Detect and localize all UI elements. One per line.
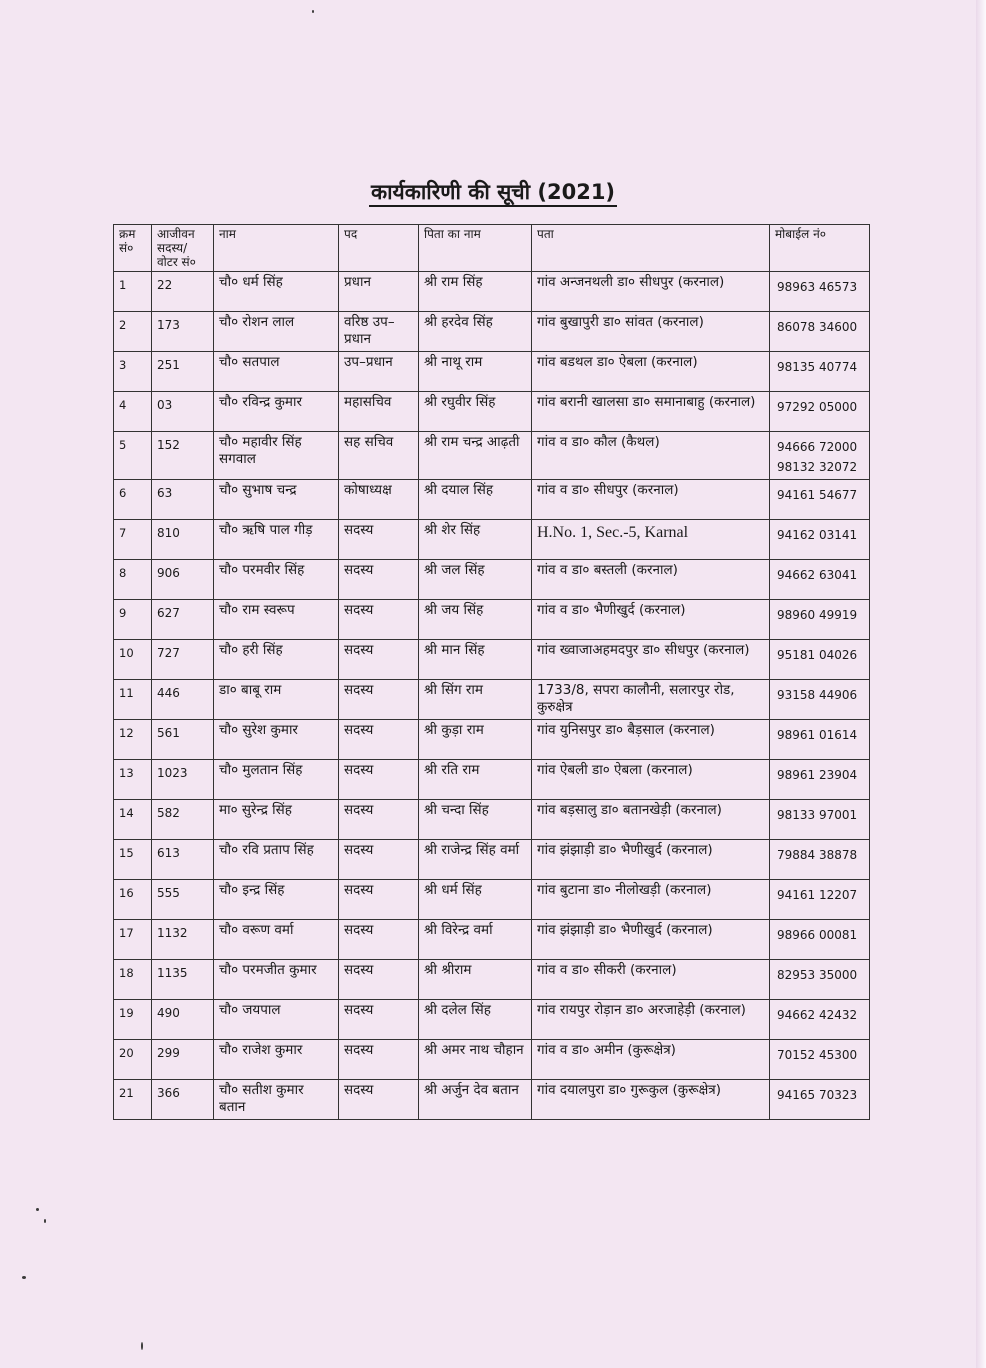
- cell-serial: 14: [114, 800, 152, 840]
- table-row: [114, 480, 870, 520]
- cell-member-no: 490: [152, 1000, 214, 1040]
- cell-father-name: श्री रघुवीर सिंह: [419, 392, 532, 432]
- cell-member-no: 22: [152, 272, 214, 312]
- cell-mobile: 93158 44906: [770, 680, 870, 720]
- cell-serial: 15: [114, 840, 152, 880]
- header-father-name: पिता का नाम: [419, 225, 532, 272]
- cell-member-no: 173: [152, 312, 214, 352]
- cell-address: गांव व डा० अमीन (कुरूक्षेत्र): [532, 1040, 770, 1080]
- cell-mobile: 98966 00081: [770, 920, 870, 960]
- header-post: पद: [339, 225, 419, 272]
- cell-name: चौ० महावीर सिंह सगवाल: [214, 432, 339, 480]
- cell-name: चौ० परमवीर सिंह: [214, 560, 339, 600]
- cell-address: गांव दयालपुरा डा० गुरूकुल (कुरूक्षेत्र): [532, 1080, 770, 1120]
- cell-post: सदस्य: [339, 720, 419, 760]
- cell-member-no: 299: [152, 1040, 214, 1080]
- cell-serial: 12: [114, 720, 152, 760]
- cell-post: महासचिव: [339, 392, 419, 432]
- cell-post: प्रधान: [339, 272, 419, 312]
- cell-address: गांव बुखापुरी डा० सांवत (करनाल): [532, 312, 770, 352]
- table-row: [114, 760, 870, 800]
- cell-address: H.No. 1, Sec.-5, Karnal: [532, 520, 770, 560]
- cell-post: सदस्य: [339, 1000, 419, 1040]
- cell-serial: 7: [114, 520, 152, 560]
- cell-name: चौ० सतीश कुमार बतान: [214, 1080, 339, 1120]
- cell-mobile: 94165 70323: [770, 1080, 870, 1120]
- cell-address: गांव बरानी खालसा डा० समानाबाहु (करनाल): [532, 392, 770, 432]
- cell-member-no: 152: [152, 432, 214, 480]
- cell-father-name: श्री जल सिंह: [419, 560, 532, 600]
- cell-name: चौ० सतपाल: [214, 352, 339, 392]
- cell-father-name: श्री श्रीराम: [419, 960, 532, 1000]
- cell-name: चौ० इन्द्र सिंह: [214, 880, 339, 920]
- cell-post: सदस्य: [339, 880, 419, 920]
- cell-address: गांव व डा० कौल (कैथल): [532, 432, 770, 480]
- cell-address: गांव ख्वाजाअहमदपुर डा० सीधपुर (करनाल): [532, 640, 770, 680]
- table-row: [114, 1080, 870, 1120]
- cell-name: चौ० जयपाल: [214, 1000, 339, 1040]
- table-row: [114, 432, 870, 480]
- cell-post: सदस्य: [339, 680, 419, 720]
- cell-serial: 8: [114, 560, 152, 600]
- cell-father-name: श्री राम चन्द्र आढ़ती: [419, 432, 532, 480]
- cell-post: सदस्य: [339, 640, 419, 680]
- table-row: [114, 1040, 870, 1080]
- cell-mobile: 82953 35000: [770, 960, 870, 1000]
- cell-name: चौ० ऋषि पाल गीड़: [214, 520, 339, 560]
- cell-father-name: श्री दलेल सिंह: [419, 1000, 532, 1040]
- cell-serial: 20: [114, 1040, 152, 1080]
- cell-mobile: 98960 49919: [770, 600, 870, 640]
- cell-serial: 18: [114, 960, 152, 1000]
- cell-mobile: 94162 03141: [770, 520, 870, 560]
- cell-mobile: 94161 54677: [770, 480, 870, 520]
- cell-member-no: 446: [152, 680, 214, 720]
- cell-mobile: 94662 42432: [770, 1000, 870, 1040]
- cell-post: सदस्य: [339, 920, 419, 960]
- cell-address: 1733/8, सपरा कालौनी, सलारपुर रोड, कुरुक्षेत्र: [532, 680, 770, 720]
- cell-member-no: 251: [152, 352, 214, 392]
- cell-member-no: 555: [152, 880, 214, 920]
- scan-speck: [44, 1219, 46, 1223]
- cell-serial: 10: [114, 640, 152, 680]
- cell-serial: 5: [114, 432, 152, 480]
- table-row: [114, 680, 870, 720]
- cell-serial: 3: [114, 352, 152, 392]
- page-title: कार्यकारिणी की सूची (2021): [0, 178, 986, 206]
- cell-serial: 16: [114, 880, 152, 920]
- cell-mobile: 94161 12207: [770, 880, 870, 920]
- cell-father-name: श्री चन्दा सिंह: [419, 800, 532, 840]
- cell-father-name: श्री रति राम: [419, 760, 532, 800]
- cell-mobile: 79884 38878: [770, 840, 870, 880]
- cell-father-name: श्री कुड़ा राम: [419, 720, 532, 760]
- cell-member-no: 63: [152, 480, 214, 520]
- header-serial: क्रम सं०: [114, 225, 152, 272]
- cell-address: गांव व डा० भैणीखुर्द (करनाल): [532, 600, 770, 640]
- cell-post: सदस्य: [339, 840, 419, 880]
- cell-father-name: श्री शेर सिंह: [419, 520, 532, 560]
- cell-father-name: श्री हरदेव सिंह: [419, 312, 532, 352]
- cell-father-name: श्री राजेन्द्र सिंह वर्मा: [419, 840, 532, 880]
- cell-serial: 2: [114, 312, 152, 352]
- cell-name: चौ० सुरेश कुमार: [214, 720, 339, 760]
- cell-name: चौ० मुलतान सिंह: [214, 760, 339, 800]
- table-row: [114, 720, 870, 760]
- cell-name: चौ० परमजीत कुमार: [214, 960, 339, 1000]
- cell-member-no: 366: [152, 1080, 214, 1120]
- cell-name: चौ० रवि प्रताप सिंह: [214, 840, 339, 880]
- cell-address: गांव व डा० सीधपुर (करनाल): [532, 480, 770, 520]
- cell-post: सदस्य: [339, 600, 419, 640]
- cell-member-no: 1023: [152, 760, 214, 800]
- cell-post: सदस्य: [339, 1080, 419, 1120]
- table-row: [114, 1000, 870, 1040]
- cell-father-name: श्री दयाल सिंह: [419, 480, 532, 520]
- table-row: [114, 800, 870, 840]
- cell-address: गांव बड़सालु डा० बतानखेड़ी (करनाल): [532, 800, 770, 840]
- cell-address: गांव झंझाड़ी डा० भैणीखुर्द (करनाल): [532, 840, 770, 880]
- cell-father-name: श्री सिंग राम: [419, 680, 532, 720]
- cell-address: गांव बुटाना डा० नीलोखड़ी (करनाल): [532, 880, 770, 920]
- cell-post: उप–प्रधान: [339, 352, 419, 392]
- cell-mobile: 98963 46573: [770, 272, 870, 312]
- cell-post: सदस्य: [339, 800, 419, 840]
- cell-mobile: 98133 97001: [770, 800, 870, 840]
- cell-name: चौ० रविन्द्र कुमार: [214, 392, 339, 432]
- cell-serial: 19: [114, 1000, 152, 1040]
- cell-post: सदस्य: [339, 960, 419, 1000]
- cell-post: सह सचिव: [339, 432, 419, 480]
- cell-mobile: 94662 63041: [770, 560, 870, 600]
- cell-name: डा० बाबू राम: [214, 680, 339, 720]
- cell-post: सदस्य: [339, 1040, 419, 1080]
- cell-address: गांव व डा० बस्तली (करनाल): [532, 560, 770, 600]
- table-row: [114, 312, 870, 352]
- cell-serial: 1: [114, 272, 152, 312]
- cell-member-no: 810: [152, 520, 214, 560]
- table-row: [114, 352, 870, 392]
- cell-name: चौ० सुभाष चन्द्र: [214, 480, 339, 520]
- cell-post: सदस्य: [339, 760, 419, 800]
- cell-post: कोषाध्यक्ष: [339, 480, 419, 520]
- cell-address: गांव ऐबली डा० ऐबला (करनाल): [532, 760, 770, 800]
- cell-mobile: 70152 45300: [770, 1040, 870, 1080]
- cell-father-name: श्री विरेन्द्र वर्मा: [419, 920, 532, 960]
- cell-serial: 4: [114, 392, 152, 432]
- scan-speck: [312, 10, 314, 13]
- header-member-no: आजीवन सदस्य/ वोटर सं०: [152, 225, 214, 272]
- header-mobile: मोबाईल नं०: [770, 225, 870, 272]
- cell-father-name: श्री जय सिंह: [419, 600, 532, 640]
- cell-member-no: 627: [152, 600, 214, 640]
- cell-serial: 13: [114, 760, 152, 800]
- cell-name: मा० सुरेन्द्र सिंह: [214, 800, 339, 840]
- cell-serial: 9: [114, 600, 152, 640]
- cell-serial: 11: [114, 680, 152, 720]
- scan-speck: [141, 1342, 143, 1350]
- cell-mobile: 98961 01614: [770, 720, 870, 760]
- table-header-row: [114, 225, 870, 272]
- cell-father-name: श्री अमर नाथ चौहान: [419, 1040, 532, 1080]
- cell-serial: 17: [114, 920, 152, 960]
- scan-speck: [22, 1276, 26, 1279]
- cell-father-name: श्री मान सिंह: [419, 640, 532, 680]
- table-row: [114, 520, 870, 560]
- cell-name: चौ० राजेश कुमार: [214, 1040, 339, 1080]
- table-row: [114, 840, 870, 880]
- cell-post: वरिष्ठ उप–प्रधान: [339, 312, 419, 352]
- table-row: [114, 392, 870, 432]
- table-row: [114, 600, 870, 640]
- cell-mobile: 98961 23904: [770, 760, 870, 800]
- cell-member-no: 561: [152, 720, 214, 760]
- cell-member-no: 582: [152, 800, 214, 840]
- table-row: [114, 880, 870, 920]
- cell-mobile: 95181 04026: [770, 640, 870, 680]
- cell-address: गांव रायपुर रोड़ान डा० अरजाहेड़ी (करनाल): [532, 1000, 770, 1040]
- scan-speck: [36, 1208, 39, 1211]
- cell-member-no: 727: [152, 640, 214, 680]
- cell-address: गांव अन्जनथली डा० सीधपुर (करनाल): [532, 272, 770, 312]
- cell-address: गांव झंझाड़ी डा० भैणीखुर्द (करनाल): [532, 920, 770, 960]
- header-name: नाम: [214, 225, 339, 272]
- table-row: [114, 920, 870, 960]
- cell-father-name: श्री अर्जुन देव बतान: [419, 1080, 532, 1120]
- cell-mobile: 97292 05000: [770, 392, 870, 432]
- cell-member-no: 613: [152, 840, 214, 880]
- cell-member-no: 906: [152, 560, 214, 600]
- cell-address: गांव बडथल डा० ऐबला (करनाल): [532, 352, 770, 392]
- cell-name: चौ० राम स्वरूप: [214, 600, 339, 640]
- cell-member-no: 03: [152, 392, 214, 432]
- cell-name: चौ० वरूण वर्मा: [214, 920, 339, 960]
- table-row: [114, 640, 870, 680]
- cell-name: चौ० धर्म सिंह: [214, 272, 339, 312]
- cell-name: चौ० हरी सिंह: [214, 640, 339, 680]
- cell-mobile: 94666 72000 98132 32072: [770, 432, 870, 480]
- cell-post: सदस्य: [339, 520, 419, 560]
- cell-member-no: 1135: [152, 960, 214, 1000]
- cell-address: गांव युनिसपुर डा० बैड़साल (करनाल): [532, 720, 770, 760]
- cell-post: सदस्य: [339, 560, 419, 600]
- executive-committee-table: [113, 224, 870, 1120]
- cell-member-no: 1132: [152, 920, 214, 960]
- table-row: [114, 272, 870, 312]
- table-row: [114, 960, 870, 1000]
- cell-serial: 21: [114, 1080, 152, 1120]
- cell-father-name: श्री धर्म सिंह: [419, 880, 532, 920]
- cell-serial: 6: [114, 480, 152, 520]
- header-address: पता: [532, 225, 770, 272]
- cell-name: चौ० रोशन लाल: [214, 312, 339, 352]
- cell-father-name: श्री नाथू राम: [419, 352, 532, 392]
- cell-mobile: 86078 34600: [770, 312, 870, 352]
- cell-mobile: 98135 40774: [770, 352, 870, 392]
- cell-address: गांव व डा० सीकरी (करनाल): [532, 960, 770, 1000]
- cell-father-name: श्री राम सिंह: [419, 272, 532, 312]
- table-row: [114, 560, 870, 600]
